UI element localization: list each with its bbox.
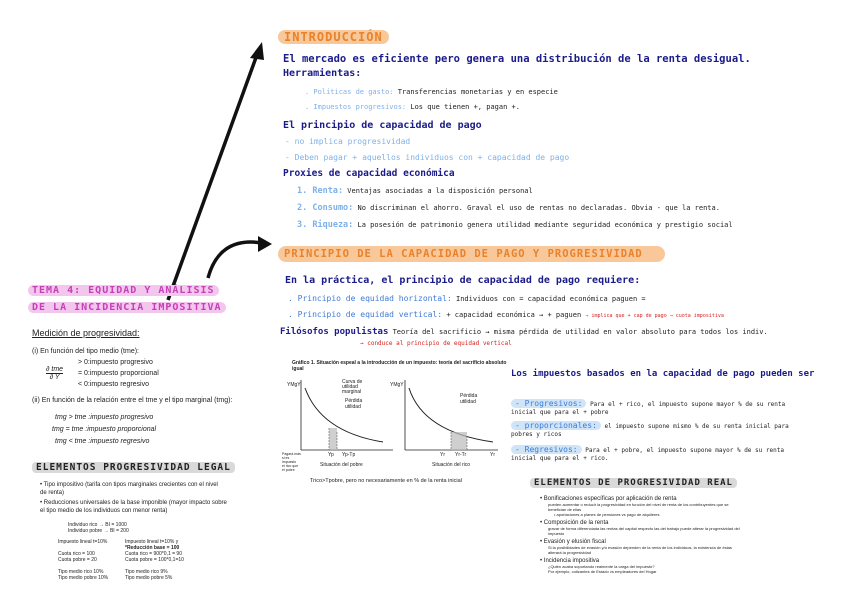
right-caption: Situación del rico bbox=[432, 462, 471, 468]
loss-label-left: Pérdida utilidad bbox=[345, 398, 363, 410]
real-group: • Composición de la renta gravar de forma diferenciada las rentas del capital respecto las del trabajo puede alterar la progresividad del impuesto bbox=[540, 520, 740, 536]
right-tick: Yr bbox=[440, 452, 445, 458]
proxies-title: Proxies de capacidad económica bbox=[283, 168, 455, 179]
taxes-intro: Los impuestos basados en la capacidad de pago pueden ser bbox=[511, 369, 815, 379]
topic-line-2: DE LA INCIDENCIA IMPOSITIVA bbox=[28, 302, 226, 313]
marg-case: tmg < tme :impuesto regresivo bbox=[55, 438, 150, 445]
principle-heading: PRINCIPIO DE LA CAPACIDAD DE PAGO Y PROGRESIVIDAD bbox=[278, 246, 665, 262]
tools-label: Herramientas: bbox=[283, 68, 362, 79]
real-group: • Incidencia impositiva ¿Quién acaba soportando realmente la carga del impuesto? Por ejemplo, cotizantes de Estado vs empleadores del Hogar bbox=[540, 558, 657, 574]
marg-case: tmg = tme :impuesto proporcional bbox=[52, 426, 157, 433]
left-caption: Situación del pobre bbox=[320, 462, 363, 468]
real-heading: ELEMENTOS DE PROGRESIVIDAD REAL bbox=[530, 478, 737, 488]
right-tick: Yr bbox=[490, 452, 495, 458]
legal-point: • Reducciones universales de la base imponible (mayor impacto sobre el tipo medio de los individuos con menor renta) bbox=[40, 500, 227, 514]
proxy-item: 1. Renta: Ventajas asociadas a la disposición personal bbox=[297, 186, 533, 196]
bottom-caption: Trico>Tpobre, pero no necesariamente en % de la renta inicial bbox=[310, 478, 462, 484]
equity-item: . Principio de equidad horizontal: Individuos con = capacidad económica paguen = bbox=[288, 294, 646, 303]
legal-point: • Tipo impositivo (tarifa con tipos marginales crecientes con el nivel de renta) bbox=[40, 482, 218, 496]
example-col1: Impuesto lineal t=10% Cuota rico = 100 Cuota pobre = 20 Tipo medio rico 10% Tipo medio pobre 10% bbox=[58, 539, 109, 581]
tax-type: - Regresivos: Para el + pobre, el impuesto supone mayor % de su renta inicial que para el + rico. bbox=[511, 445, 784, 462]
capacity-title: El principio de capacidad de pago bbox=[283, 120, 482, 131]
intro-line: El mercado es eficiente pero genera una distribución de la renta desigual. bbox=[283, 53, 751, 65]
intro-heading: INTRODUCCIÓN bbox=[278, 30, 389, 44]
left-tick: Yp bbox=[328, 452, 334, 458]
avg-case: < 0:impuesto regresivo bbox=[78, 381, 150, 388]
side-note: Pagará más si es impuesto el rico que el pobre bbox=[282, 452, 301, 472]
tax-type: - Progresivos: Para el + rico, el impuesto supone mayor % de su renta inicial que para el + pobre bbox=[511, 399, 786, 416]
figure-title: Gráfico 1. Situación espeal a la introducción de un impuesto: teoría del sacrificio absoluto igual bbox=[292, 360, 507, 372]
principle-line: En la práctica, el principio de capacidad de pago requiere: bbox=[285, 275, 641, 286]
right-tick: Yr-Tr bbox=[455, 452, 467, 458]
real-group: • Bonificaciones específicas por aplicación de renta pueden aumentar o reducir la progresividad en función del nivel de renta de los contribuyentes que se benefician de ellas • aportaciones a planes de pensiones vs pago de alquileres bbox=[540, 496, 729, 517]
tool-item: . Políticas de gasto: Transferencias monetarias y en especie bbox=[305, 88, 558, 96]
avg-case: > 0:impuesto progresivo bbox=[78, 359, 153, 366]
curve-label: Curva de utilidad marginal bbox=[342, 379, 363, 395]
proxy-item: 2. Consumo: No discriminan el ahorro. Graval el uso de rentas no declaradas. Obvia - que la renta. bbox=[297, 203, 720, 213]
example-col2: Impuesto lineal t=10% y *Reducción base = 100 Cuota rico = 900*0,1 = 90 Cuota pobre = 100*0,1=10 Tipo medio rico 9% Tipo medio pobre 5% bbox=[125, 539, 184, 581]
avg-rate-title: (i) En función del tipo medio (tme): bbox=[32, 348, 139, 355]
real-group: • Evasión y elusión fiscal Si la posibilidades de evasión y/o evasión dependen de la renta de los individuos, la existencia de éstas alterará la progresividad bbox=[540, 539, 732, 555]
real-groups bbox=[540, 496, 740, 574]
formula: ∂ tme ∂ Y bbox=[46, 366, 64, 381]
marg-title: (ii) En función de la relación entre el tme y el tipo marginal (tmg): bbox=[32, 397, 233, 404]
proxy-item: 3. Riqueza: La posesión de patrimonio genera utilidad mediante seguridad económica y prestigio social bbox=[297, 220, 733, 230]
legal-heading: ELEMENTOS PROGRESIVIDAD LEGAL bbox=[32, 462, 235, 473]
loss-label-right: Pérdida utilidad bbox=[460, 393, 478, 405]
capacity-point: - no implica progresividad bbox=[285, 137, 411, 146]
measure-title: Medición de progresividad: bbox=[32, 328, 140, 338]
left-ylabel: YMgY bbox=[287, 382, 301, 388]
capacity-point: - Deben pagar + aquellos individuos con + capacidad de pago bbox=[285, 153, 570, 162]
avg-case: = 0:impuesto proporcional bbox=[78, 370, 159, 377]
example-poor: Individuo pobre → BI = 200 bbox=[68, 528, 129, 534]
left-tick: Yp-Tp bbox=[342, 452, 356, 458]
philosophers: Filósofos populistas Teoría del sacrificio → misma pérdida de utilidad en valor absoluto para todos los indiv. bbox=[280, 327, 768, 337]
philosophers-note: → conduce al principio de equidad vertical bbox=[360, 340, 512, 347]
example-rich: Individuo rico → BI = 1000 bbox=[68, 522, 127, 528]
equity-item: . Principio de equidad vertical: + capacidad económica → + paguen → implica que + cap de pago → cuota impositiva bbox=[288, 310, 724, 319]
tax-type: - proporcionales: el impuesto supone mismo % de su renta inicial para pobres y ricos bbox=[511, 421, 789, 438]
marg-case: tmg > tme :impuesto progresivo bbox=[55, 414, 154, 421]
right-ylabel: YMgY bbox=[390, 382, 404, 388]
topic-line-1: TEMA 4: EQUIDAD Y ANÁLISIS bbox=[28, 285, 219, 296]
tool-item: . Impuestos progresivos: Los que tienen +, pagan +. bbox=[305, 103, 520, 111]
